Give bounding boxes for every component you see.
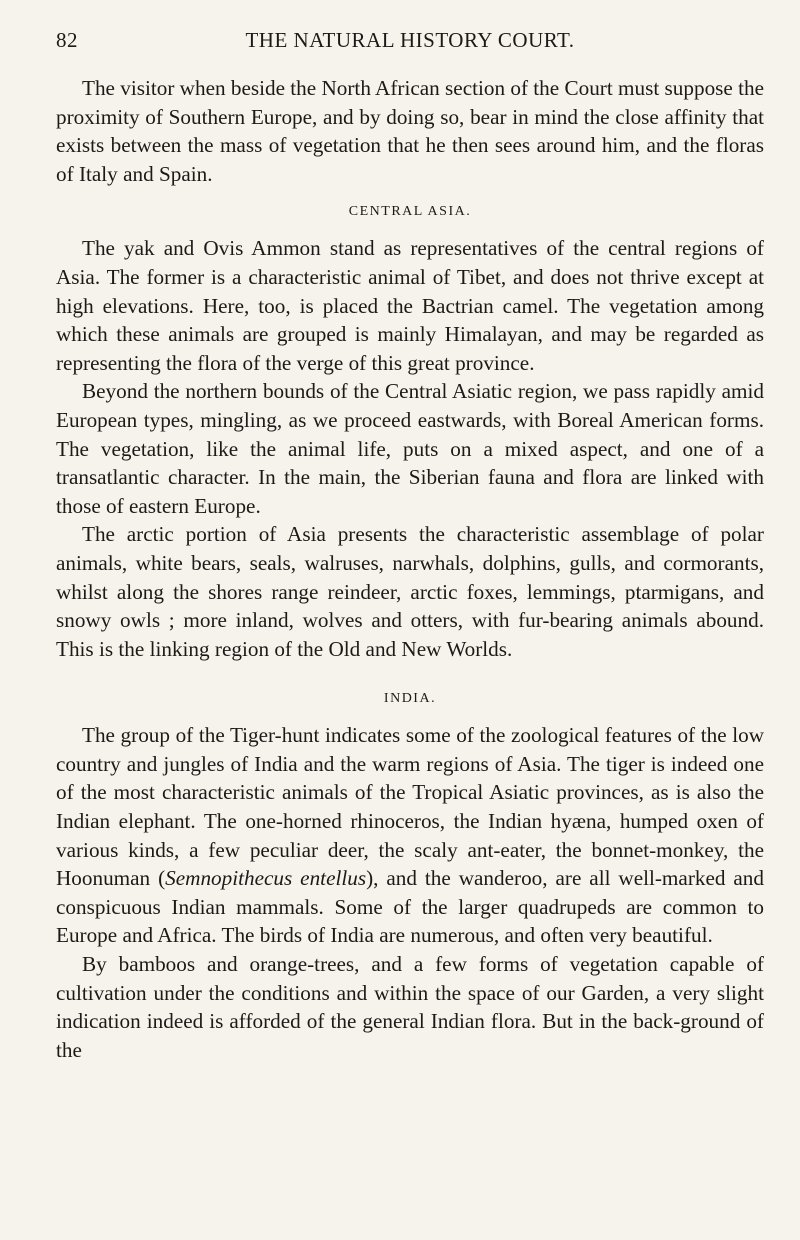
species-name: Semnopithecus entellus bbox=[165, 866, 367, 891]
section-heading-india: INDIA. bbox=[383, 691, 437, 707]
central-asia-paragraph-3: The arctic portion of Asia presents the characteristic assemblage of polar animals, white bears, seals, walruses, narwhals, dolphins, gulls, and cormorants, whilst along the shores range reindeer, arctic foxes, lemmings, ptarmigans, and snowy owls ; more inland, wolves and otters, with fur-bearing animals abound. This is the linking region of the Old and New Worlds. bbox=[56, 522, 764, 661]
central-asia-paragraph-2: Beyond the northern bounds of the Central Asiatic region, we pass rapidly amid European types, mingling, as we proceed eastwards, with Boreal American forms. The vegetation, like the animal life, puts on a mixed aspect, and one of a transatlantic character. In the main, the Siberian fauna and flora are linked with those of eastern Europe. bbox=[56, 379, 764, 518]
running-title: THE NATURAL HISTORY COURT. bbox=[245, 28, 575, 52]
central-asia-paragraph-1: The yak and Ovis Ammon stand as representatives of the central regions of Asia. The former is a characteristic animal of Tibet, and does not thrive except at high elevations. Here, too, is placed the Bactrian camel. The vegetation among which these animals are grouped is mainly Himalayan, and may be regarded as representing the flora of the verge of this great province. bbox=[56, 236, 764, 375]
india-paragraph-1 bbox=[56, 721, 764, 950]
page-number: 82 bbox=[56, 28, 78, 52]
india-paragraph-2: By bamboos and orange-trees, and a few forms of vegetation capable of cultivation under the conditions and within the space of our Garden, a very slight indication indeed is afforded of the general Indian flora. But in the back-ground of the bbox=[56, 952, 764, 1062]
body-text bbox=[56, 74, 764, 1064]
running-head bbox=[56, 28, 764, 58]
intro-paragraph: The visitor when beside the North African section of the Court must suppose the proximity of Southern Europe, and by doing so, bear in mind the close affinity that exists between the mass of vegetation that he then sees around him, and the floras of Italy and Spain. bbox=[56, 76, 764, 186]
india-paragraph-1-text-a: The group of the Tiger-hunt indicates some of the zoological features of the low country and jungles of India and the warm regions of Asia. The tiger is indeed one of the most characteristic animals of the Tropical Asiatic provinces, as is also the Indian elephant. The one-horned rhinoceros, the Indian hyæna, humped oxen of various kinds, a few peculiar deer, the scaly ant-eater, the bonnet-monkey, the Hoonuman ( bbox=[56, 723, 764, 891]
section-heading-central-asia: CENTRAL ASIA. bbox=[348, 204, 472, 220]
india-paragraph-1-text-b: ), and the wanderoo, are all well-marked and conspicuous Indian mammals. Some of the larger quadrupeds are common to Europe and Africa. The birds of India are numerous, and often very beautiful. bbox=[56, 866, 764, 948]
book-page bbox=[56, 28, 764, 1064]
